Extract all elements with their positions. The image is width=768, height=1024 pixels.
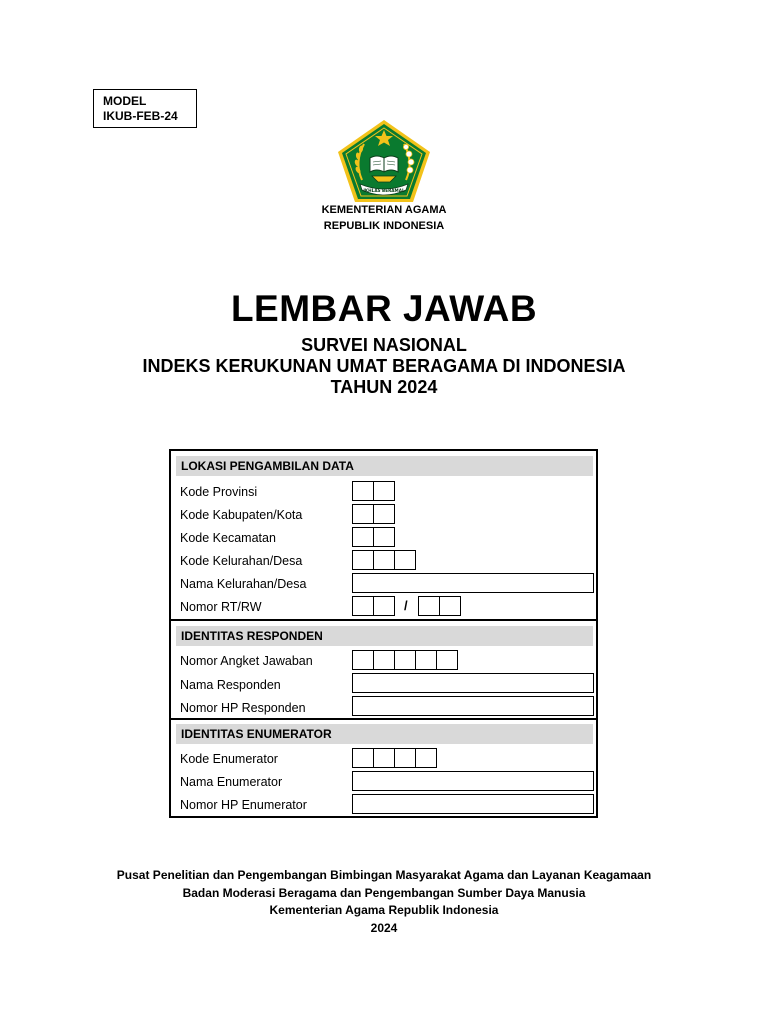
digit-box[interactable] (394, 550, 416, 570)
footer-line-1: Pusat Penelitian dan Pengembangan Bimbingan Masyarakat Agama dan Layanan Keagamaan (116, 868, 652, 882)
model-code: IKUB-FEB-24 (103, 109, 178, 123)
label-nama-kelurahan: Nama Kelurahan/Desa (180, 577, 307, 591)
digit-box[interactable] (373, 748, 395, 768)
digit-box[interactable] (373, 596, 395, 616)
label-kode-enumerator: Kode Enumerator (180, 752, 278, 766)
input-nama-responden[interactable] (352, 673, 594, 693)
footer-year: 2024 (370, 920, 398, 935)
ministry-line-2: REPUBLIK INDONESIA (323, 220, 445, 232)
section-divider (171, 718, 596, 720)
input-nomor-angket[interactable] (352, 650, 458, 670)
digit-box[interactable] (436, 650, 458, 670)
svg-text:IKHLAS BERAMAL: IKHLAS BERAMAL (363, 188, 405, 193)
kementerian-agama-emblem-icon (336, 118, 432, 204)
ministry-line-1: KEMENTERIAN AGAMA (321, 204, 447, 216)
digit-box[interactable] (373, 527, 395, 547)
model-label: MODEL (103, 94, 147, 108)
footer-institution (0, 867, 768, 937)
input-kode-provinsi[interactable] (352, 481, 395, 501)
label-nomor-angket: Nomor Angket Jawaban (180, 654, 313, 668)
label-nama-enumerator: Nama Enumerator (180, 775, 283, 789)
input-kode-enumerator[interactable] (352, 748, 437, 768)
digit-box[interactable] (373, 504, 395, 524)
input-kode-kelurahan[interactable] (352, 550, 416, 570)
label-kode-kecamatan: Kode Kecamatan (180, 531, 276, 545)
digit-box[interactable] (352, 550, 374, 570)
subtitle-line-3: TAHUN 2024 (330, 377, 438, 397)
section-header-responden: IDENTITAS RESPONDEN (176, 626, 593, 646)
input-nama-kelurahan[interactable] (352, 573, 594, 593)
label-nomor-rtrw: Nomor RT/RW (180, 600, 262, 614)
digit-box[interactable] (415, 748, 437, 768)
subtitle-line-1: SURVEI NASIONAL (301, 335, 467, 355)
label-nomor-hp-enumerator: Nomor HP Enumerator (180, 798, 307, 812)
input-nomor-hp-enumerator[interactable] (352, 794, 594, 814)
digit-box[interactable] (415, 650, 437, 670)
answer-form (169, 449, 598, 818)
digit-box[interactable] (352, 748, 374, 768)
digit-box[interactable] (373, 650, 395, 670)
input-nomor-rw[interactable] (418, 596, 461, 616)
section-header-lokasi: LOKASI PENGAMBILAN DATA (176, 456, 593, 476)
input-kode-kecamatan[interactable] (352, 527, 395, 547)
input-nomor-rt[interactable] (352, 596, 395, 616)
input-nomor-hp-responden[interactable] (352, 696, 594, 716)
digit-box[interactable] (373, 550, 395, 570)
digit-box[interactable] (418, 596, 440, 616)
footer-line-2: Badan Moderasi Beragama dan Pengembangan Sumber Daya Manusia (182, 885, 586, 900)
digit-box[interactable] (394, 748, 416, 768)
label-kode-kelurahan: Kode Kelurahan/Desa (180, 554, 303, 568)
input-nama-enumerator[interactable] (352, 771, 594, 791)
subtitle-line-2: INDEKS KERUKUNAN UMAT BERAGAMA DI INDONESIA (142, 356, 626, 376)
model-code-box (93, 89, 197, 128)
label-kode-provinsi: Kode Provinsi (180, 485, 258, 499)
footer-line-3: Kementerian Agama Republik Indonesia (269, 903, 499, 917)
digit-box[interactable] (352, 527, 374, 547)
page-title: LEMBAR JAWAB (230, 288, 538, 329)
digit-box[interactable] (373, 481, 395, 501)
digit-box[interactable] (352, 504, 374, 524)
digit-box[interactable] (352, 481, 374, 501)
digit-box[interactable] (352, 650, 374, 670)
rt-rw-separator: / (404, 598, 408, 613)
digit-box[interactable] (394, 650, 416, 670)
page-subtitle (0, 335, 768, 398)
input-kode-kabupaten[interactable] (352, 504, 395, 524)
digit-box[interactable] (352, 596, 374, 616)
ministry-name (234, 202, 534, 234)
digit-box[interactable] (439, 596, 461, 616)
label-kode-kabupaten: Kode Kabupaten/Kota (180, 508, 303, 522)
section-divider (171, 619, 596, 621)
label-nama-responden: Nama Responden (180, 678, 281, 692)
section-header-enumerator: IDENTITAS ENUMERATOR (176, 724, 593, 744)
label-nomor-hp-responden: Nomor HP Responden (180, 701, 306, 715)
